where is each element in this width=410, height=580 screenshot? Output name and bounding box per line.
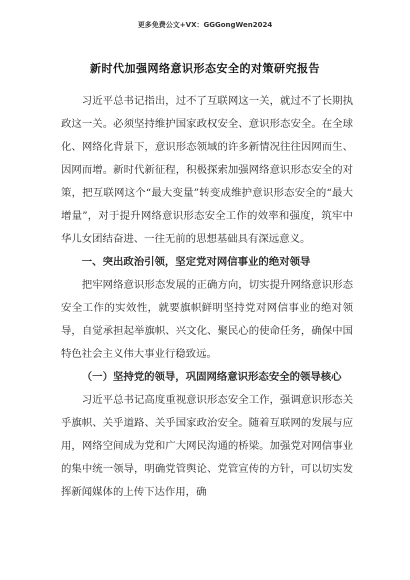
- paragraph-intro: 习近平总书记指出，过不了互联网这一关，就过不了长期执政这一关。必须坚持维护国家政权安全、意识形态安全。在全球化、网络化背景下，意识形态领域的许多新情况往往因网而生、因网而增。新时代新征程，积极探索加强网络意识形态安全的对策，把互联网这个“最大变量”转变成维护意识形态安全的“最大增量”，对于提升网络意识形态安全工作的效率和强度，筑牢中华儿女团结奋进、一往无前的思想基础具有深远意义。: [61, 95, 353, 245]
- paragraph-section-1: 把牢网络意识形态发展的正确方向，切实提升网络意识形态安全工作的实效性，就要旗帜鲜明坚持党对网信事业的绝对领导，自觉承担起举旗帜、兴文化、聚民心的使命任务，确保中国特色社会主义伟大事业行稳致远。: [61, 279, 353, 360]
- document-title: 新时代加强网络意识形态安全的对策研究报告: [90, 62, 320, 75]
- document-body: [61, 90, 353, 504]
- paragraph-subsection-1: 习近平总书记高度重视意识形态安全工作，强调意识形态关乎旗帜、关乎道路、关乎国家政治安全。随着互联网的发展与应用，网络空间成为党和广大网民沟通的桥梁。加强党对网信事业的集中统一领导，明确党管舆论、党管宣传的方针，可以切实发挥新闻媒体的上传下达作用，确: [61, 394, 353, 498]
- section-heading-1: 一、突出政治引领，坚定党对网信事业的绝对领导: [81, 256, 311, 268]
- subsection-heading-1: （一）坚持党的领导，巩固网络意识形态安全的领导核心: [81, 371, 342, 383]
- top-note: 更多免费公文+VX：GGGongWen2024: [137, 21, 273, 29]
